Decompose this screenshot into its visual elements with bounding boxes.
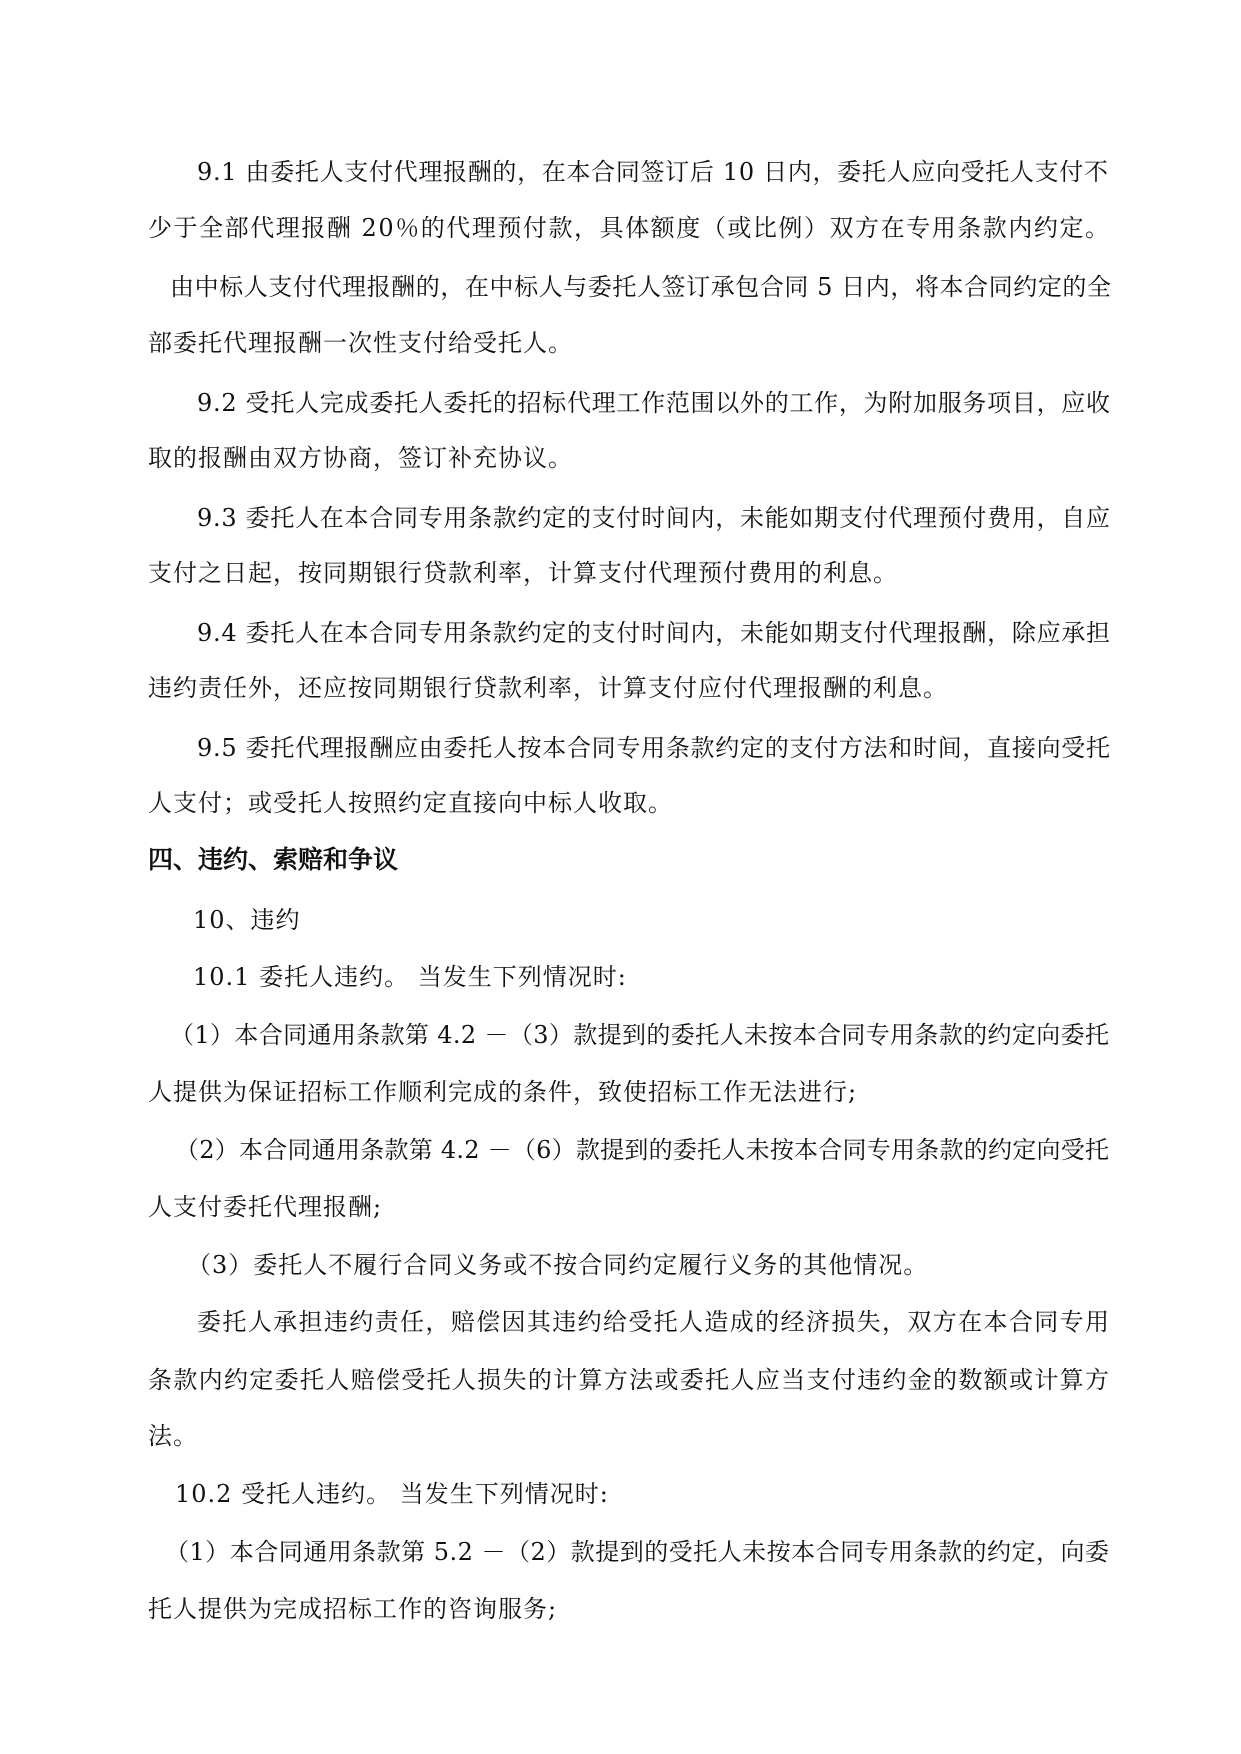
clause-9-1-line-1: 9.1 由委托人支付代理报酬的，在本合同签订后 10 日内，委托人应向受托人支付不 xyxy=(197,158,1109,186)
clause-9-5-line-2: 人支付；或受托人按照约定直接向中标人收取。 xyxy=(148,789,673,817)
liability-line-2: 条款内约定委托人赔偿受托人损失的计算方法或委托人应当支付违约金的数额或计算方 xyxy=(148,1366,1111,1394)
section-heading: 四、违约、索赔和争议 xyxy=(148,845,399,874)
clause-9-4-line-2: 违约责任外，还应按同期银行贷款利率，计算支付应付代理报酬的利息。 xyxy=(148,674,948,702)
winner-payment-line-2: 部委托代理报酬一次性支付给受托人。 xyxy=(148,329,573,357)
clause-9-4-line-1: 9.4 委托人在本合同专用条款约定的支付时间内，未能如期支付代理报酬，除应承担 xyxy=(197,619,1111,647)
liability-line-1: 委托人承担违约责任，赔偿因其违约给受托人造成的经济损失，双方在本合同专用 xyxy=(197,1308,1111,1336)
clause-9-2-line-1: 9.2 受托人完成委托人委托的招标代理工作范围以外的工作，为附加服务项目，应收 xyxy=(197,389,1111,417)
clause-9-3-line-2: 支付之日起，按同期银行贷款利率，计算支付代理预付费用的利息。 xyxy=(148,559,898,587)
clause-10-1-item-1-line-2: 人提供为保证招标工作顺利完成的条件，致使招标工作无法进行; xyxy=(148,1078,858,1106)
clause-9-3-line-1: 9.3 委托人在本合同专用条款约定的支付时间内，未能如期支付代理预付费用，自应 xyxy=(197,504,1111,532)
clause-10-1-item-3: （3）委托人不履行合同义务或不按合同约定履行义务的其他情况。 xyxy=(187,1251,929,1279)
winner-payment-line-1: 由中标人支付代理报酬的，在中标人与委托人签订承包合同 5 日内，将本合同约定的全 xyxy=(170,273,1112,301)
clause-9-2-line-2: 取的报酬由双方协商，签订补充协议。 xyxy=(148,444,573,472)
clause-10-1-item-1-line-1: （1）本合同通用条款第 4.2 －（3）款提到的委托人未按本合同专用条款的约定向委托 xyxy=(170,1021,1110,1049)
clause-10-2-item-1-line-2: 托人提供为完成招标工作的咨询服务; xyxy=(148,1595,558,1623)
clause-9-5-line-1: 9.5 委托代理报酬应由委托人按本合同专用条款约定的支付方法和时间，直接向受托 xyxy=(197,734,1111,762)
clause-10-1-title: 10.1 委托人违约。 当发生下列情况时: xyxy=(193,963,627,991)
clause-10-2-title: 10.2 受托人违约。 当发生下列情况时: xyxy=(175,1480,609,1508)
clause-10-1-item-2-line-1: （2）本合同通用条款第 4.2 －（6）款提到的委托人未按本合同专用条款的约定向受托 xyxy=(175,1136,1110,1164)
clause-9-1-line-2: 少于全部代理报酬 20％的代理预付款，具体额度（或比例）双方在专用条款内约定。 xyxy=(148,214,1111,242)
liability-line-3: 法。 xyxy=(148,1422,198,1450)
clause-10-2-item-1-line-1: （1）本合同通用条款第 5.2 －（2）款提到的受托人未按本合同专用条款的约定，向委 xyxy=(165,1538,1110,1566)
clause-10-1-item-2-line-2: 人支付委托代理报酬; xyxy=(148,1193,383,1221)
clause-10-title: 10、违约 xyxy=(193,906,301,934)
